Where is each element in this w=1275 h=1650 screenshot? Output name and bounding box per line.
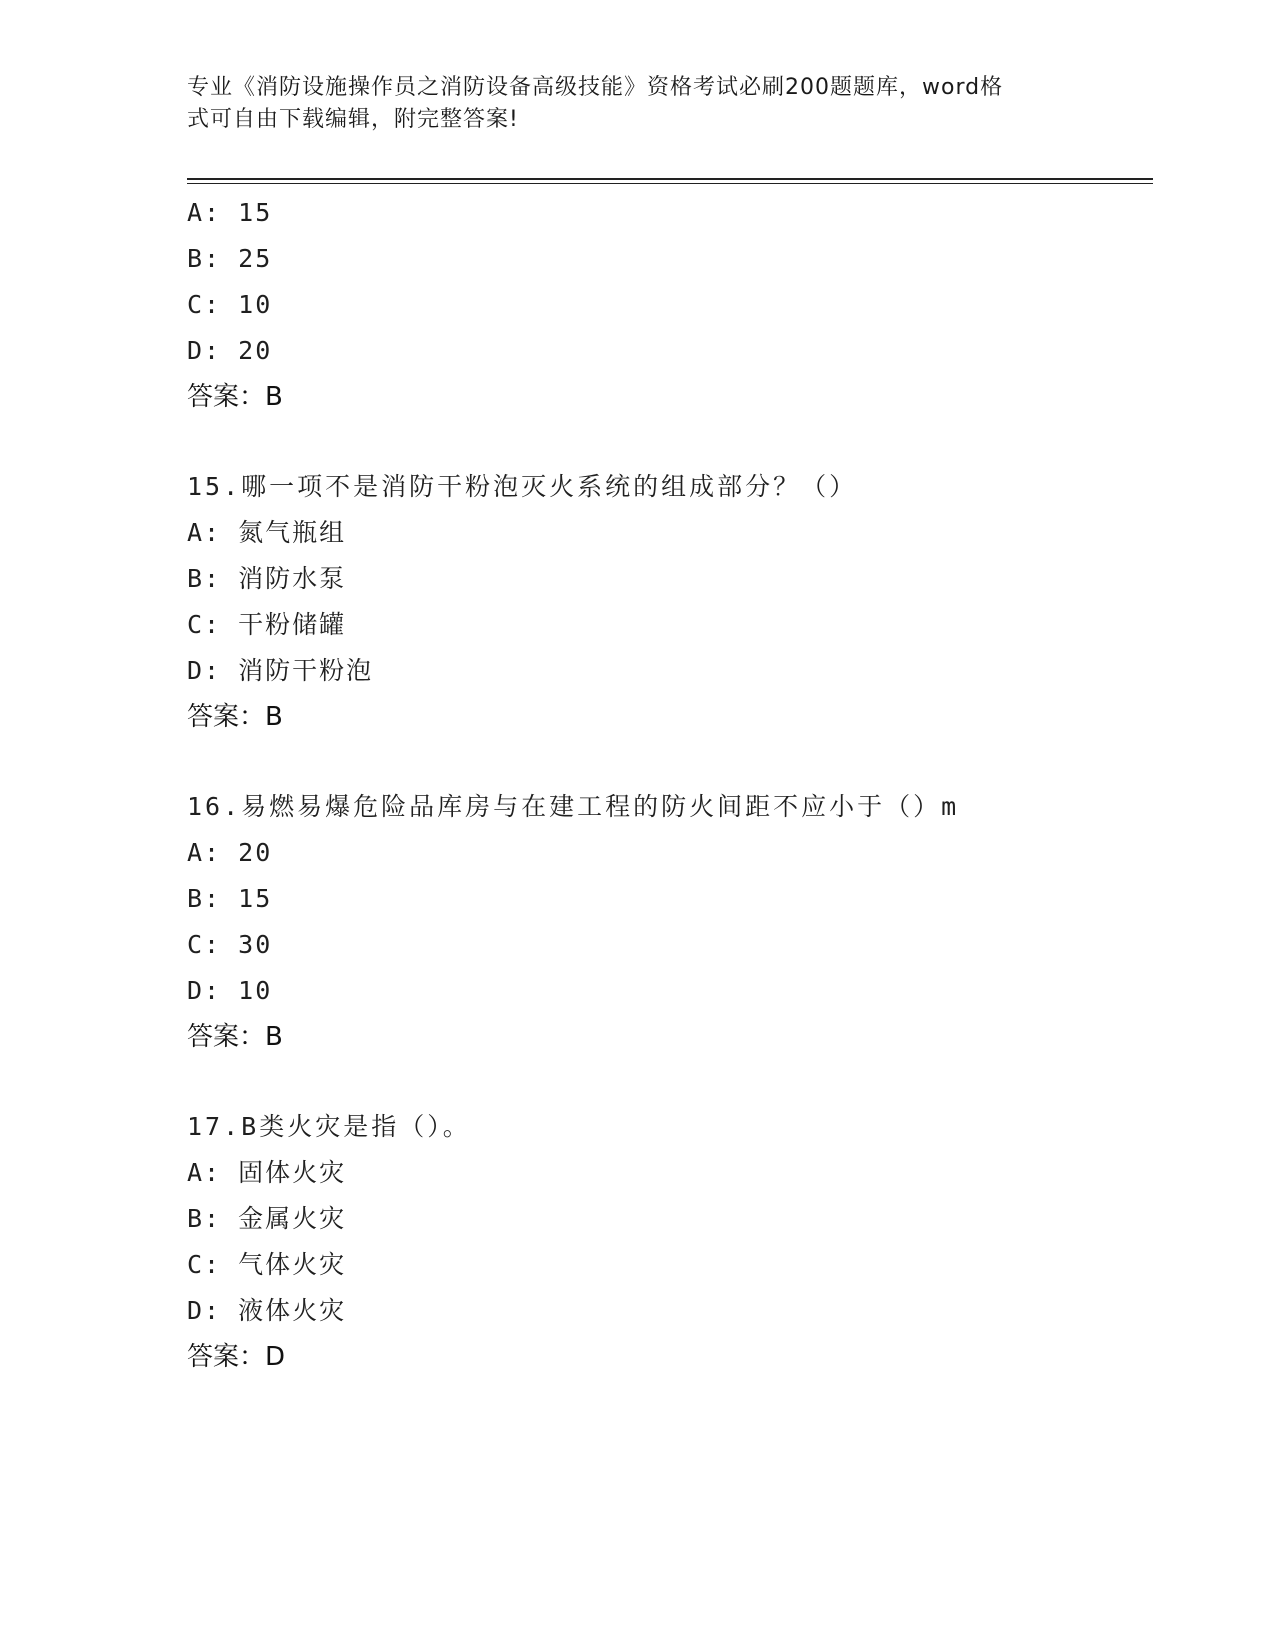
option-c: C: 30 bbox=[187, 930, 273, 959]
question-block bbox=[187, 190, 1147, 420]
header-line-2: 式可自由下载编辑，附完整答案! bbox=[187, 107, 519, 132]
option-a: A: 氮气瓶组 bbox=[187, 518, 347, 547]
header-divider-thick bbox=[187, 178, 1153, 180]
option-d: D: 10 bbox=[187, 976, 273, 1005]
option-d: D: 消防干粉泡 bbox=[187, 656, 374, 685]
option-d: D: 20 bbox=[187, 336, 273, 365]
question-list bbox=[187, 190, 1147, 1380]
answer-line: 答案：D bbox=[187, 1342, 286, 1372]
option-a: A: 固体火灾 bbox=[187, 1158, 347, 1187]
answer-line: 答案：B bbox=[187, 702, 283, 732]
header-line-1: 专业《消防设施操作员之消防设备高级技能》资格考试必刷200题题库，word格 bbox=[187, 75, 1004, 100]
question-block bbox=[187, 1104, 1147, 1380]
option-a: A: 20 bbox=[187, 838, 273, 867]
option-b: B: 金属火灾 bbox=[187, 1204, 347, 1233]
document-header bbox=[187, 72, 1067, 136]
question-stem: 15.哪一项不是消防干粉泡灭火系统的组成部分？（） bbox=[187, 472, 858, 501]
answer-line: 答案：B bbox=[187, 382, 283, 412]
question-block bbox=[187, 784, 1147, 1060]
option-d: D: 液体火灾 bbox=[187, 1296, 347, 1325]
option-b: B: 消防水泵 bbox=[187, 564, 347, 593]
answer-line: 答案：B bbox=[187, 1022, 283, 1052]
option-c: C: 干粉储罐 bbox=[187, 610, 347, 639]
option-b: B: 25 bbox=[187, 244, 273, 273]
question-block bbox=[187, 464, 1147, 740]
option-b: B: 15 bbox=[187, 884, 273, 913]
header-divider-thin bbox=[187, 183, 1153, 184]
question-stem: 17.B类火灾是指（）。 bbox=[187, 1112, 471, 1141]
option-c: C: 气体火灾 bbox=[187, 1250, 347, 1279]
option-a: A: 15 bbox=[187, 198, 273, 227]
option-c: C: 10 bbox=[187, 290, 273, 319]
question-stem: 16.易燃易爆危险品库房与在建工程的防火间距不应小于（）m bbox=[187, 792, 960, 821]
